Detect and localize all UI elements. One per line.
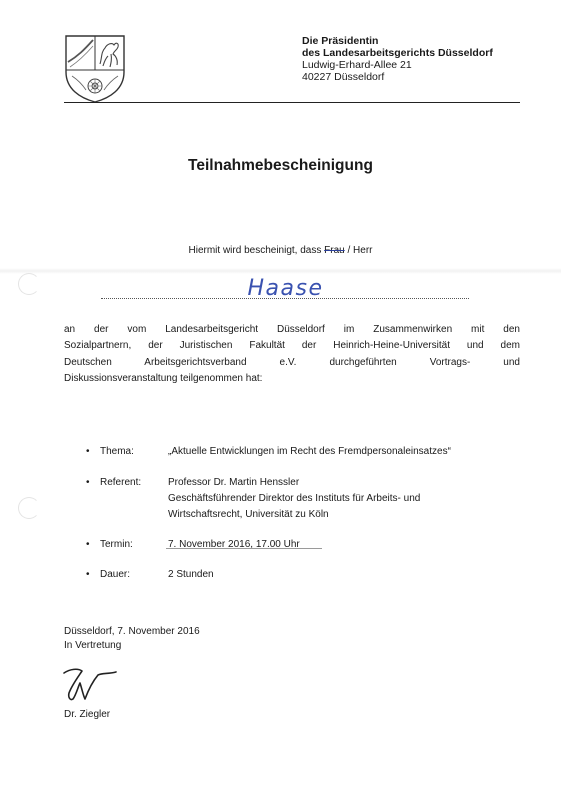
underline-mark [166, 548, 322, 549]
representation-note: In Vertretung [64, 640, 122, 651]
certify-prefix: Hiermit wird bescheinigt, dass [188, 245, 322, 256]
bullet: • [86, 477, 90, 488]
body-line: Diskussionsveranstaltung teilgenommen hat: [64, 373, 263, 385]
closing-block [64, 625, 200, 653]
detail-value: 2 Stunden [168, 569, 214, 580]
referent-institution: Wirtschaftsrecht, Universität zu Köln [168, 509, 329, 520]
detail-label: Thema: [100, 446, 134, 457]
place-date: Düsseldorf, 7. November 2016 [64, 626, 200, 637]
detail-label: Referent: [100, 477, 142, 488]
sender-address [302, 35, 493, 83]
struck-option: Frau [324, 245, 345, 256]
detail-label: Termin: [100, 539, 133, 550]
name-dotted-line [101, 298, 469, 299]
handwritten-signature [60, 663, 122, 707]
detail-label: Dauer: [100, 569, 131, 580]
detail-value [168, 475, 420, 523]
detail-value: 7. November 2016, 17.00 Uhr [168, 539, 300, 550]
referent-position: Geschäftsführender Direktor des Instituts für Arbeits- und [168, 493, 421, 504]
bullet: • [86, 569, 90, 580]
scan-artifact [0, 268, 561, 274]
body-paragraph [64, 322, 520, 388]
document-title: Teilnahmebescheinigung [188, 157, 373, 174]
certification-sentence [0, 245, 561, 256]
option-separator: / [344, 245, 354, 256]
participant-name: Haase [247, 276, 324, 301]
body-line: Deutschen Arbeitsgerichtsverband e.V. durchgeführten Vortrags- und [64, 356, 520, 368]
bullet: • [86, 446, 90, 457]
sender-line: des Landesarbeitsgerichts Düsseldorf [302, 47, 493, 59]
detail-value: „Aktuelle Entwicklungen im Recht des Fremdpersonaleinsatzes“ [168, 446, 451, 457]
kept-option: Herr [353, 245, 373, 256]
referent-name: Professor Dr. Martin Henssler [168, 477, 300, 488]
coat-of-arms-icon [64, 34, 126, 104]
sender-line: 40227 Düsseldorf [302, 71, 385, 83]
sender-line: Ludwig-Erhard-Allee 21 [302, 59, 412, 71]
sender-line: Die Präsidentin [302, 35, 379, 47]
body-line: Sozialpartnern, der Juristischen Fakultät der Heinrich-Heine-Universität und dem [64, 340, 520, 352]
punch-hole [18, 497, 40, 519]
header-divider [64, 102, 520, 103]
body-line: an der vom Landesarbeitsgericht Düsseldorf im Zusammenwirken mit den [64, 324, 520, 335]
signer-name: Dr. Ziegler [64, 709, 111, 720]
bullet: • [86, 539, 90, 550]
